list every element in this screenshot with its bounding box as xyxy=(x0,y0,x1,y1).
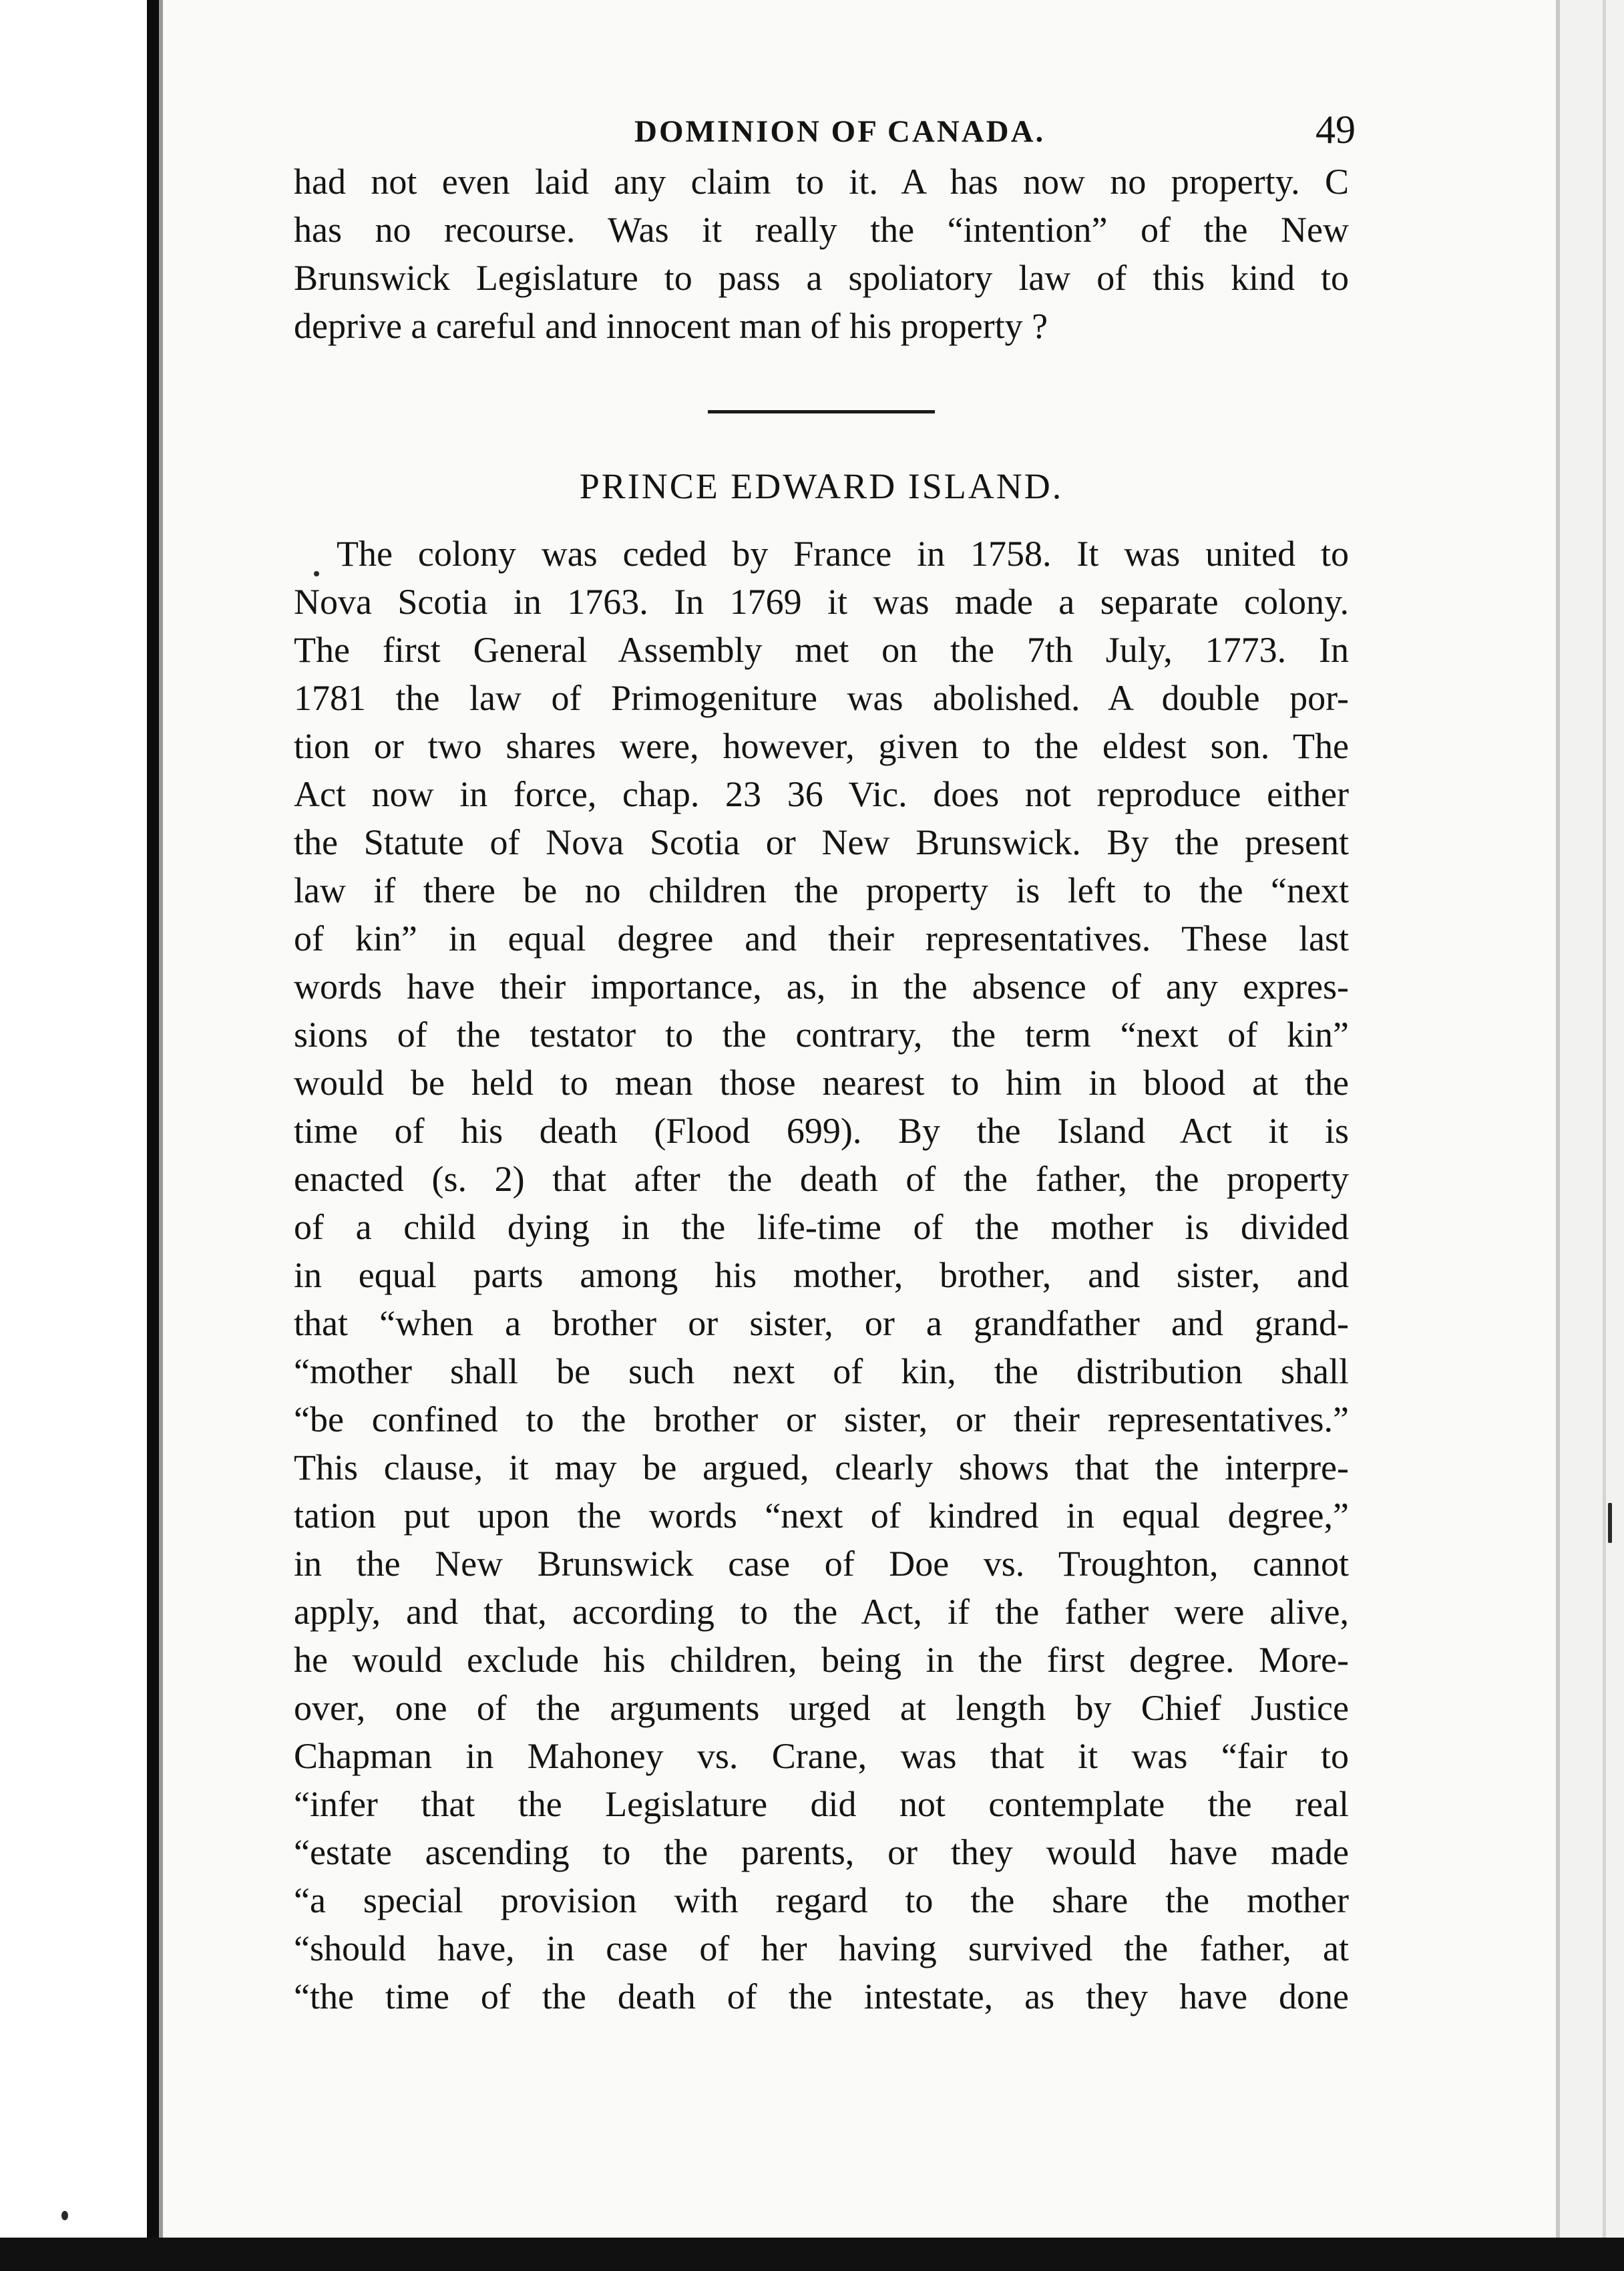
text-line: “infer that the Legislature did not contemplate the real xyxy=(294,1784,1349,1824)
text-line: “mother shall be such next of kin, the distribution shall xyxy=(294,1351,1349,1391)
text-line: in equal parts among his mother, brother, and sister, and xyxy=(294,1255,1349,1295)
section-paragraph xyxy=(294,530,1349,2021)
text-line: words have their importance, as, in the absence of any expres- xyxy=(294,967,1349,1007)
page-body xyxy=(294,100,1356,2021)
text-line: over, one of the arguments urged at length by Chief Justice xyxy=(294,1688,1349,1728)
text-line: of kin” in equal degree and their representatives. These last xyxy=(294,918,1349,958)
text-line: “estate ascending to the parents, or they would have made xyxy=(294,1832,1349,1872)
text-line: “should have, in case of her having survived the father, at xyxy=(294,1928,1349,1968)
text-line: Nova Scotia in 1763. In 1769 it was made a separate colony. xyxy=(294,582,1349,622)
text-line: in the New Brunswick case of Doe vs. Troughton, cannot xyxy=(294,1544,1349,1584)
running-head xyxy=(294,100,1356,154)
text-line: 1781 the law of Primogeniture was abolished. A double por- xyxy=(294,678,1349,718)
text-line: of a child dying in the life-time of the mother is divided xyxy=(294,1207,1349,1247)
binding-shadow xyxy=(159,0,163,2271)
text-line: he would exclude his children, being in the first degree. More- xyxy=(294,1640,1349,1680)
text-line: would be held to mean those nearest to him in blood at the xyxy=(294,1063,1349,1103)
text-line: had not even laid any claim to it. A has now no property. C xyxy=(294,162,1349,202)
text-line: the Statute of Nova Scotia or New Brunswick. By the present xyxy=(294,822,1349,862)
text-line: deprive a careful and innocent man of his property ? xyxy=(294,306,1048,346)
right-page-edge-line xyxy=(1603,0,1606,2271)
right-page-edge xyxy=(1556,0,1624,2271)
text-line: The colony was ceded by France in 1758. It was united to xyxy=(337,534,1349,574)
text-line: enacted (s. 2) that after the death of the father, the property xyxy=(294,1159,1349,1199)
text-line: that “when a brother or sister, or a grandfather and grand- xyxy=(294,1303,1349,1343)
text-line: Brunswick Legislature to pass a spoliatory law of this kind to xyxy=(294,258,1349,298)
running-title: DOMINION OF CANADA. xyxy=(634,114,1046,149)
text-line: has no recourse. Was it really the “intention” of the New xyxy=(294,210,1349,250)
text-line: law if there be no children the property is left to the “next xyxy=(294,870,1349,910)
text-line: tation put upon the words “next of kindred in equal degree,” xyxy=(294,1496,1349,1536)
text-line: “the time of the death of the intestate, as they have done xyxy=(294,1976,1349,2017)
text-line: “be confined to the brother or sister, or their representatives.” xyxy=(294,1399,1349,1439)
text-line: This clause, it may be argued, clearly shows that the interpre- xyxy=(294,1447,1349,1488)
text-line: Act now in force, chap. 23 36 Vic. does not reproduce either xyxy=(294,774,1349,814)
text-line: sions of the testator to the contrary, the term “next of kin” xyxy=(294,1015,1349,1055)
section-divider xyxy=(708,410,935,413)
left-margin xyxy=(0,0,154,2271)
text-line: apply, and that, according to the Act, if the father were alive, xyxy=(294,1592,1349,1632)
text-line: The first General Assembly met on the 7th July, 1773. In xyxy=(294,630,1349,670)
ink-speck xyxy=(1608,1503,1612,1543)
bottom-scan-edge xyxy=(0,2238,1624,2271)
continuation-paragraph xyxy=(294,158,1349,350)
text-line: time of his death (Flood 699). By the Island Act it is xyxy=(294,1111,1349,1151)
text-line: tion or two shares were, however, given to the eldest son. The xyxy=(294,726,1349,766)
text-line: “a special provision with regard to the share the mother xyxy=(294,1880,1349,1920)
ink-speck xyxy=(61,2211,68,2220)
binding-edge xyxy=(147,0,159,2271)
section-heading: PRINCE EDWARD ISLAND. xyxy=(579,466,1064,506)
page-number: 49 xyxy=(1315,108,1356,152)
text-line: Chapman in Mahoney vs. Crane, was that it was “fair to xyxy=(294,1736,1349,1776)
